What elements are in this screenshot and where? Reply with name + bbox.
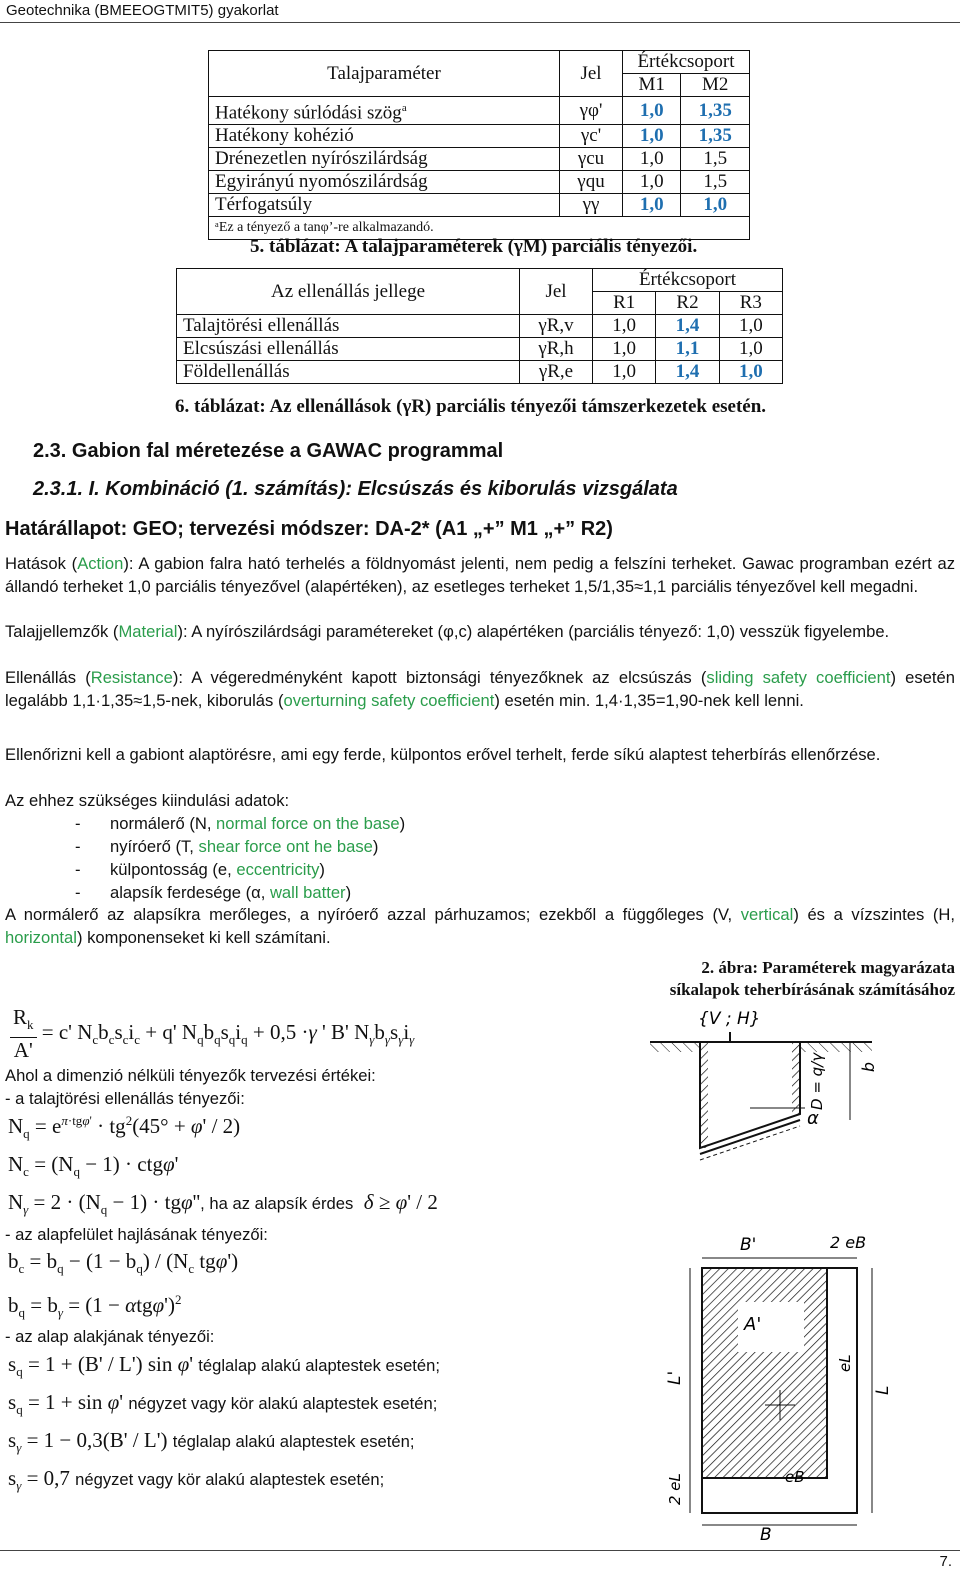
formula-bq: $b_q = b_\gamma = (1 - \alpha tg\varphi')^2$: [8, 1292, 182, 1321]
col-header-param: Talajparaméter: [209, 51, 560, 97]
formula-nq: $N_q = e^{\pi\cdot tg\varphi'} \cdot tg^2(45^\circ + \varphi' / 2)$: [8, 1113, 241, 1142]
formula-sq-rect: $s_q = 1 + (B' / L')$ sin φ' téglalap alakú alaptestek esetén;: [8, 1352, 440, 1380]
paragraph-check: Ellenőrizni kell a gabiont alaptörésre, ami egy ferde, külpontos erővel terhelt, ferde síkú alaptest teherbírás ellenőrzése.: [5, 745, 881, 764]
input-list: [5, 812, 405, 904]
b-label: B: [760, 1525, 772, 1545]
foundation-section: [700, 1042, 800, 1148]
paragraph-resistance: Ellenállás (Resistance): A végeredményként kapott biztonsági tényezőknek az elcsúszás (sliding safety coefficient) esetén legalább 1,1·1,35≈1,5-nek, kiborulás (overturning safety coefficient) esetén min. 1,4·1,35=1,90-nek kell lenni.: [5, 668, 955, 710]
d-label: D = q/γ: [808, 1052, 826, 1110]
figure-foundation-parameters: [640, 1000, 960, 1545]
table-row: Drénezetlen nyírószilárdság γcu 1,0 1,5: [209, 148, 750, 171]
paragraph-components: A normálerő az alapsíkra merőleges, a nyíróerő azzal párhuzamos; ezekből a függőleges (V, vertical) és a vízszintes (H, horizontal) komponenseket ki kell számítani.: [5, 905, 955, 947]
text-shape-factors: - az alap alakjának tényezői:: [5, 1327, 215, 1346]
page-footer: [0, 1550, 960, 1570]
list-item: - alapsík ferdesége (α, wall batter): [5, 881, 405, 904]
paragraph-actions: Hatások (Action): A gabion falra ható terhelés a földnyomást jelenti, nem pedig a felszíni terheket. Gawac programban ezért az állandó terheket 1,0 parciális tényezővel (alapértéken), az esetleges terheket 1,5/1,35≈1,1 parciális tényezővel kell megadni.: [5, 554, 955, 596]
col-header-resistance: Az ellenállás jellege: [177, 269, 520, 315]
table-note: ᵃEz a tényező a tanφ’-re alkalmazandó.: [209, 217, 750, 240]
table-row: Elcsúszási ellenállás γR,h 1,0 1,1 1,0: [177, 338, 783, 361]
col-header-jel: Jel: [520, 269, 593, 315]
table-row: Földellenállás γR,e 1,0 1,4 1,0: [177, 361, 783, 384]
table-row: Talajtörési ellenállás γR,v 1,0 1,4 1,0: [177, 315, 783, 338]
section-heading-2-3-1: 2.3.1. I. Kombináció (1. számítás): Elcsúszás és kiborulás vizsgálata: [33, 478, 678, 500]
table-row: Hatékony súrlódási szög$^a$ γφ' 1,0 1,35: [209, 97, 750, 125]
col-header-r3: R3: [719, 292, 782, 315]
table-row: Egyirányú nyomószilárdság γqu 1,0 1,5: [209, 171, 750, 194]
text-dimensionless: Ahol a dimenzió nélküli tényezők tervezési értékei:: [5, 1066, 376, 1085]
l-prime-label: L': [665, 1370, 685, 1385]
text-inclination-factors: - az alapfelület hajlásának tényezői:: [5, 1225, 268, 1244]
page-header: [0, 0, 960, 23]
list-item: - külpontosság (e, eccentricity): [5, 858, 405, 881]
paragraph-inputs: Az ehhez szükséges kiindulási adatok:: [5, 791, 290, 810]
list-item: - nyíróerő (T, shear force ont he base): [5, 835, 405, 858]
formula-sq-square: $s_q = 1 + \sin \varphi'$ négyzet vagy kör alakú alaptestek esetén;: [8, 1390, 438, 1418]
formula-sgamma-square: $s_\gamma = 0,7$ négyzet vagy kör alakú alaptestek esetén;: [8, 1466, 385, 1494]
formula-nc: $N_c = (N_q - 1) \cdot ctg\varphi'$: [8, 1152, 179, 1180]
formula-sgamma-rect: $s_\gamma = 1 - 0,3(B' / L')$ téglalap alakú alaptestek esetén;: [8, 1428, 415, 1456]
figure-caption: 2. ábra: Paraméterek magyarázata síkalapok teherbírásának számításához: [669, 958, 955, 999]
col-header-m2: M2: [681, 74, 750, 97]
limit-state-heading: Határállapot: GEO; tervezési módszer: DA-2* (A1 „+” M1 „+” R2): [5, 518, 613, 540]
header-title: Geotechnika (BMEEOGTMIT5) gyakorlat: [6, 2, 279, 19]
two-eb-label: 2 eB: [830, 1233, 867, 1252]
col-header-r2: R2: [656, 292, 719, 315]
table-partial-factors-resistance: [176, 268, 783, 384]
paragraph-material: Talajjellemzők (Material): A nyírószilárdsági paramétereket (φ,c) alapértéken (parciális tényező: 1,0) vesszük figyelembe.: [5, 622, 890, 641]
two-el-label: 2 eL: [666, 1473, 684, 1505]
formula-ngamma: $N_\gamma = 2 \cdot (N_q - 1) \cdot tg\varphi''$, ha az alapsík érdes δ ≥ φ' / 2: [8, 1190, 438, 1218]
col-header-r1: R1: [593, 292, 656, 315]
formula-bc: $b_c = b_q - (1 - b_q) / (N_c$ tgφ'): [8, 1249, 239, 1277]
table6-caption: 6. táblázat: Az ellenállások (γR) parciális tényezői támszerkezetek esetén.: [175, 396, 767, 417]
page-number: 7.: [939, 1553, 952, 1570]
formula-bearing-capacity: $\frac{R_k}{A'}$ = c' $N_cb_cs_ci_c + q'$ $N_qb_qs_qi_q + 0,5 \cdot\gamma$ ' B' $N_\gamma b_\gamma s_\gamma i_\gamma$: [10, 1005, 414, 1062]
section-heading-2-3: 2.3. Gabion fal méretezése a GAWAC programmal: [33, 440, 504, 462]
col-header-jel: Jel: [560, 51, 623, 97]
el-label: eL: [836, 1354, 854, 1372]
table-row: Hatékony kohézió γc' 1,0 1,35: [209, 125, 750, 148]
b-prime-label: B': [740, 1235, 757, 1255]
q-label: q: [861, 1062, 880, 1073]
table-row: Térfogatsúly γγ 1,0 1,0: [209, 194, 750, 217]
alpha-label: α: [807, 1108, 819, 1129]
list-item: - normálerő (N, normal force on the base): [5, 812, 405, 835]
effective-area: [702, 1268, 827, 1478]
table5-caption: 5. táblázat: A talajparaméterek (γM) parciális tényezői.: [250, 236, 698, 257]
col-header-m1: M1: [623, 74, 681, 97]
text-bearing-factors: - a talajtörési ellenállás tényezői:: [5, 1089, 245, 1108]
load-label: {V ; H}: [698, 1009, 761, 1029]
col-header-group: Értékcsoport: [593, 269, 783, 292]
a-prime-label: A': [744, 1314, 762, 1335]
eb-label: eB: [785, 1468, 805, 1486]
l-label: L: [873, 1385, 893, 1395]
table-partial-factors-soil: [208, 50, 750, 240]
col-header-group: Értékcsoport: [623, 51, 750, 74]
